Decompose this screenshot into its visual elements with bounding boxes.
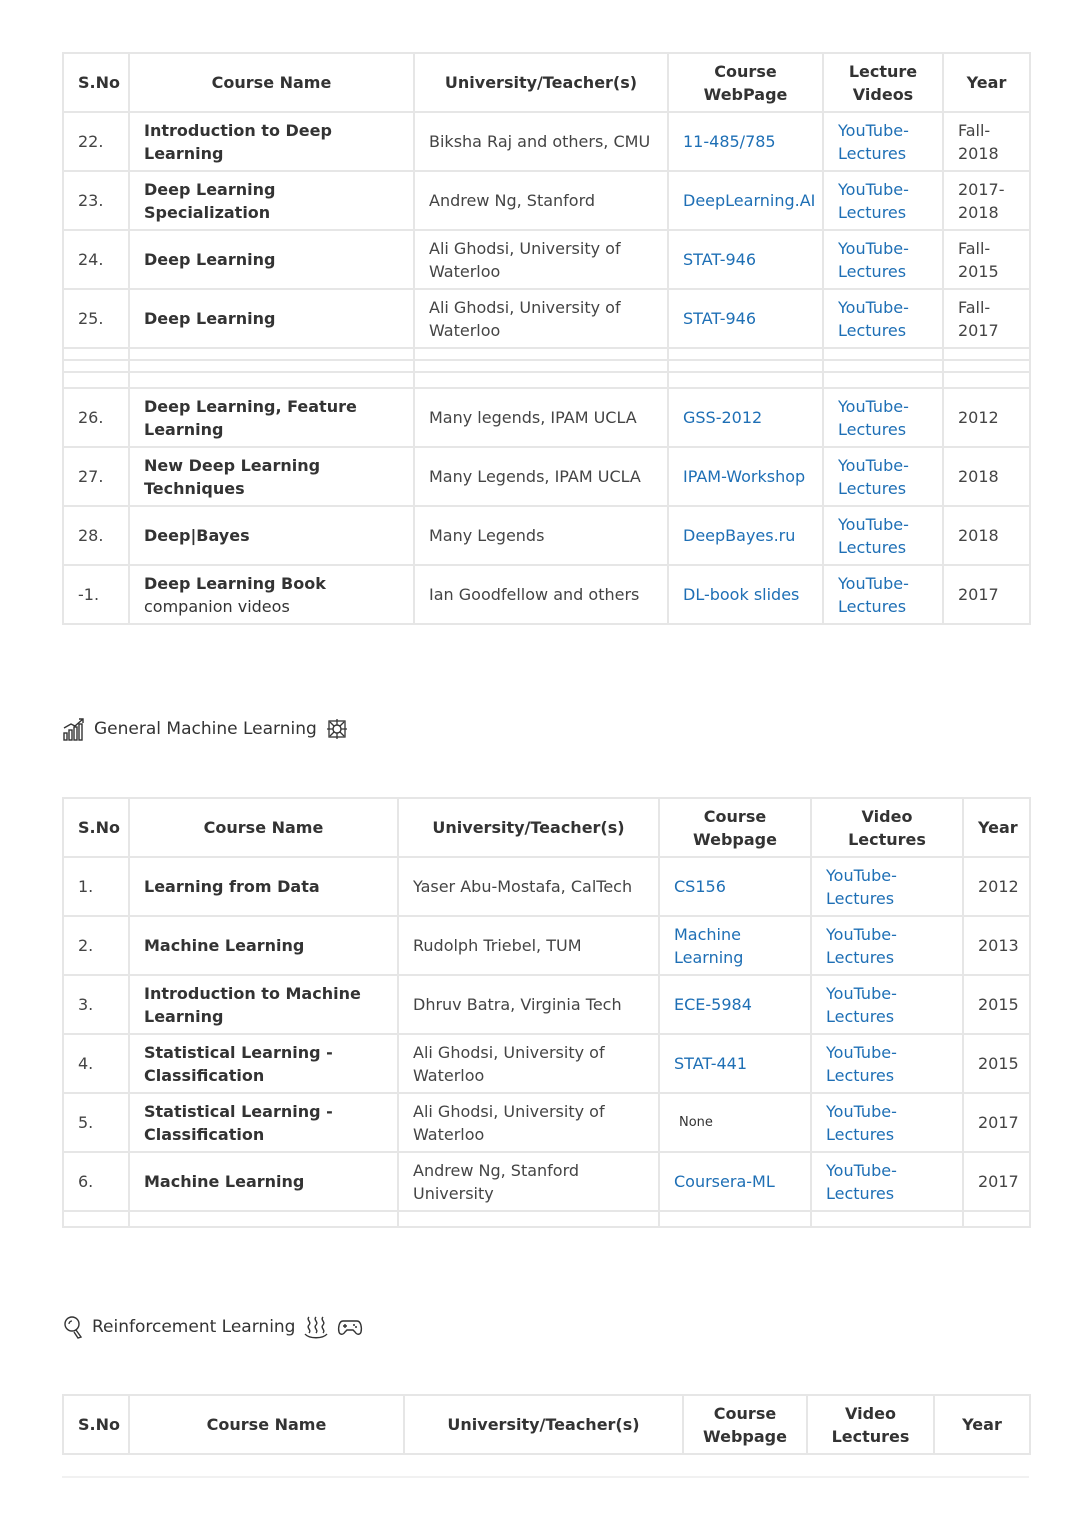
course-year: 2012 [943, 388, 1030, 447]
course-teacher: Andrew Ng, Stanford University [398, 1152, 659, 1211]
video-lectures-link[interactable]: YouTube-Lectures [838, 514, 909, 557]
course-webpage-link[interactable]: STAT-441 [674, 1054, 748, 1073]
col-header-course-name: Course Name [129, 1395, 404, 1454]
course-name: Machine Learning [129, 1152, 398, 1211]
course-year: 2017 [963, 1093, 1030, 1152]
course-name: New Deep Learning Techniques [129, 447, 414, 506]
row-number: 4. [63, 1034, 129, 1093]
reinforcement-learning-table [62, 1394, 1031, 1455]
course-teacher: Ian Goodfellow and others [414, 565, 668, 624]
video-lectures-link[interactable]: YouTube-Lectures [826, 983, 897, 1026]
col-header-videos: Lecture Videos [823, 53, 943, 112]
row-number: 2. [63, 916, 129, 975]
video-lectures-link[interactable]: YouTube-Lectures [826, 1101, 897, 1144]
bug-icon [325, 717, 349, 741]
col-header-webpage: Course Webpage [659, 798, 811, 857]
video-lectures-link[interactable]: YouTube-Lectures [838, 238, 909, 281]
course-teacher: Yaser Abu-Mostafa, CalTech [398, 857, 659, 916]
course-webpage-link[interactable]: STAT-946 [683, 309, 757, 328]
table-row [63, 857, 1030, 916]
table-row [63, 1034, 1030, 1093]
row-number: 3. [63, 975, 129, 1034]
col-header-teacher: University/Teacher(s) [414, 53, 668, 112]
course-webpage-link[interactable]: 11-485/785 [683, 132, 776, 151]
col-header-year: Year [943, 53, 1030, 112]
video-lectures-link[interactable]: YouTube-Lectures [826, 1160, 897, 1203]
col-header-course-name: Course Name [129, 798, 398, 857]
table-row [63, 916, 1030, 975]
col-header-sno: S.No [63, 798, 129, 857]
section-title: Reinforcement Learning [92, 1317, 296, 1337]
course-teacher: Rudolph Triebel, TUM [398, 916, 659, 975]
course-name: Deep Learning [129, 230, 414, 289]
course-name: Deep Learning Specialization [129, 171, 414, 230]
course-year: 2018 [943, 447, 1030, 506]
video-lectures-link[interactable]: YouTube-Lectures [826, 1042, 897, 1085]
table-header-row [63, 1395, 1030, 1454]
col-header-sno: S.No [63, 53, 129, 112]
course-name: Introduction to Deep Learning [129, 112, 414, 171]
video-lectures-link[interactable]: YouTube-Lectures [838, 396, 909, 439]
empty-row [63, 1211, 1030, 1227]
gamepad-icon [337, 1316, 363, 1338]
course-year: 2017-2018 [943, 171, 1030, 230]
course-teacher: Many Legends, IPAM UCLA [414, 447, 668, 506]
course-year: 2018 [943, 506, 1030, 565]
video-lectures-link[interactable]: YouTube-Lectures [826, 924, 897, 967]
course-webpage-link[interactable]: IPAM-Workshop [683, 467, 806, 486]
course-year: 2012 [963, 857, 1030, 916]
table-header-row [63, 53, 1030, 112]
course-webpage-link[interactable]: DeepLearning.AI [683, 191, 816, 210]
section-heading-general-ml [62, 716, 349, 742]
lightbulb-icon [62, 1314, 84, 1340]
course-year: Fall-2015 [943, 230, 1030, 289]
steam-icon [303, 1314, 329, 1340]
section-title: General Machine Learning [94, 719, 317, 739]
course-name: Statistical Learning - Classification [129, 1093, 398, 1152]
empty-row [63, 348, 1030, 360]
row-number: 1. [63, 857, 129, 916]
course-teacher: Biksha Raj and others, CMU [414, 112, 668, 171]
table-row [63, 1093, 1030, 1152]
general-ml-table [62, 797, 1031, 1228]
course-year: 2015 [963, 1034, 1030, 1093]
row-number: 27. [63, 447, 129, 506]
row-number: 25. [63, 289, 129, 348]
course-year: 2015 [963, 975, 1030, 1034]
course-name-extra: companion videos [144, 596, 290, 616]
divider [62, 1476, 1029, 1478]
table-row [63, 565, 1030, 624]
course-teacher: Ali Ghodsi, University of Waterloo [398, 1093, 659, 1152]
col-header-year: Year [963, 798, 1030, 857]
course-year: 2013 [963, 916, 1030, 975]
course-teacher: Many Legends [414, 506, 668, 565]
row-number: 24. [63, 230, 129, 289]
table-row [63, 289, 1030, 348]
course-webpage-link[interactable]: GSS-2012 [683, 408, 763, 427]
row-number: 6. [63, 1152, 129, 1211]
course-webpage-none: None [659, 1093, 811, 1152]
course-name: Deep Learning, Feature Learning [129, 388, 414, 447]
video-lectures-link[interactable]: YouTube-Lectures [838, 179, 909, 222]
table-row [63, 112, 1030, 171]
course-name: Machine Learning [129, 916, 398, 975]
col-header-teacher: University/Teacher(s) [398, 798, 659, 857]
table-row [63, 1152, 1030, 1211]
empty-row [63, 360, 1030, 372]
row-number: 26. [63, 388, 129, 447]
course-teacher: Dhruv Batra, Virginia Tech [398, 975, 659, 1034]
row-number: 5. [63, 1093, 129, 1152]
course-name: Introduction to Machine Learning [129, 975, 398, 1034]
video-lectures-link[interactable]: YouTube-Lectures [838, 297, 909, 340]
deep-learning-table [62, 52, 1031, 625]
col-header-webpage: Course WebPage [668, 53, 823, 112]
video-lectures-link[interactable]: YouTube-Lectures [826, 865, 897, 908]
course-webpage-link[interactable]: ECE-5984 [674, 995, 752, 1014]
row-number: 28. [63, 506, 129, 565]
table-row [63, 230, 1030, 289]
row-number: 23. [63, 171, 129, 230]
col-header-course-name: Course Name [129, 53, 414, 112]
course-year: Fall-2017 [943, 289, 1030, 348]
video-lectures-link[interactable]: YouTube-Lectures [838, 120, 909, 163]
course-name: Deep|Bayes [129, 506, 414, 565]
course-webpage-link[interactable]: DL-book slides [683, 585, 800, 604]
col-header-videos: Video Lectures [811, 798, 963, 857]
col-header-teacher: University/Teacher(s) [404, 1395, 683, 1454]
course-name [129, 565, 414, 624]
video-lectures-link[interactable]: YouTube-Lectures [838, 455, 909, 498]
col-header-webpage: Course Webpage [683, 1395, 807, 1454]
course-name: Learning from Data [129, 857, 398, 916]
col-header-year: Year [934, 1395, 1030, 1454]
course-webpage-link[interactable]: CS156 [674, 877, 726, 896]
course-webpage-link[interactable]: Machine Learning [674, 924, 744, 967]
course-name: Deep Learning [129, 289, 414, 348]
section-heading-reinforcement-learning [62, 1314, 363, 1340]
course-year: 2017 [963, 1152, 1030, 1211]
course-name-bold: Deep Learning Book [144, 573, 326, 593]
course-name: Statistical Learning - Classification [129, 1034, 398, 1093]
course-teacher: Many legends, IPAM UCLA [414, 388, 668, 447]
course-year: 2017 [943, 565, 1030, 624]
video-lectures-link[interactable]: YouTube-Lectures [838, 573, 909, 616]
course-webpage-link[interactable]: Coursera-ML [674, 1172, 775, 1191]
empty-row [63, 372, 1030, 388]
table-row [63, 447, 1030, 506]
col-header-sno: S.No [63, 1395, 129, 1454]
course-teacher: Ali Ghodsi, University of Waterloo [414, 230, 668, 289]
row-number: 22. [63, 112, 129, 171]
chart-icon [62, 716, 86, 742]
course-webpage-link[interactable]: STAT-946 [683, 250, 757, 269]
row-number: -1. [63, 565, 129, 624]
course-teacher: Andrew Ng, Stanford [414, 171, 668, 230]
course-year: Fall-2018 [943, 112, 1030, 171]
col-header-videos: Video Lectures [807, 1395, 934, 1454]
course-teacher: Ali Ghodsi, University of Waterloo [398, 1034, 659, 1093]
course-webpage-link[interactable]: DeepBayes.ru [683, 526, 796, 545]
table-row [63, 975, 1030, 1034]
table-header-row [63, 798, 1030, 857]
table-row [63, 388, 1030, 447]
table-row [63, 171, 1030, 230]
course-teacher: Ali Ghodsi, University of Waterloo [414, 289, 668, 348]
table-row [63, 506, 1030, 565]
